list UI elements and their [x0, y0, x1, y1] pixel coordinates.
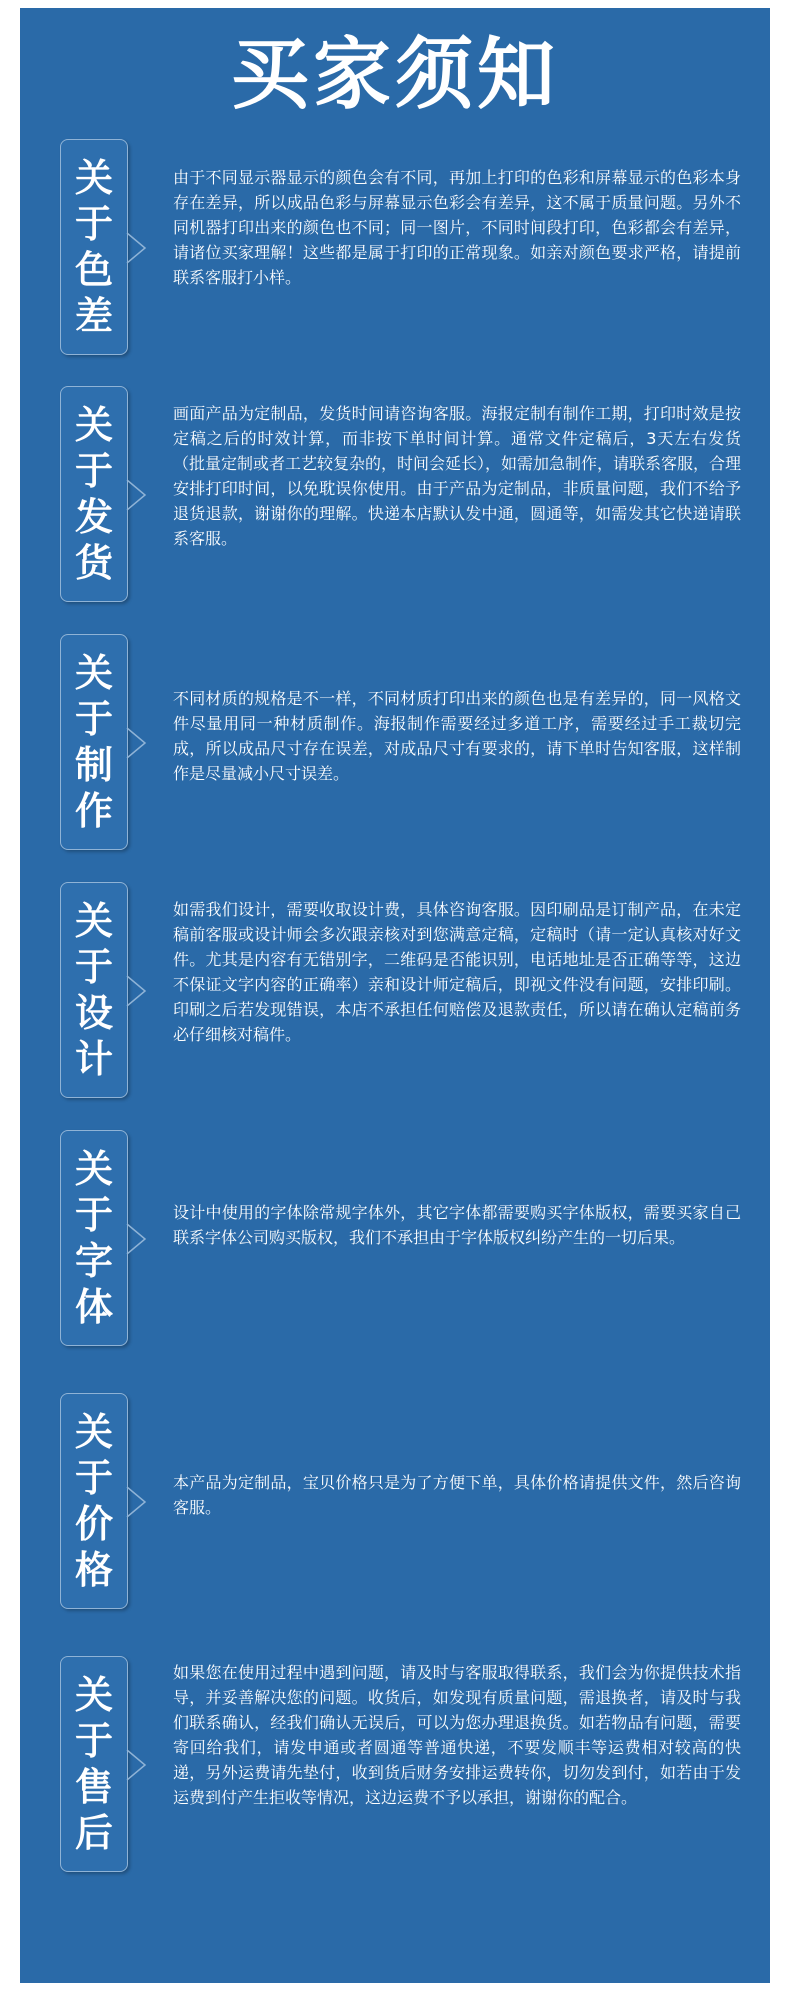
- section-label-box: [60, 882, 128, 1098]
- section-text: 由于不同显示器显示的颜色会有不同，再加上打印的色彩和屏幕显示的色彩本身存在差异，所以成品色彩与屏幕显示色彩会有差异，这不属于质量问题。另外不同机器打印出来的颜色也不同；同一图片，不同时间段打印，色彩都会有差异，请诸位买家理解！这些都是属于打印的正常现象。如亲对颜色要求严格，请提前联系客服打小样。: [173, 168, 741, 287]
- label-char: 关: [74, 1410, 113, 1454]
- label-char: 计: [74, 1037, 113, 1081]
- section-text: 不同材质的规格是不一样，不同材质打印出来的颜色也是有差异的，同一风格文件尽量用同一种材质制作。海报制作需要经过多道工序，需要经过手工裁切完成，所以成品尺寸存在误差，对成品尺寸有要求的，请下单时告知客服，这样制作是尽量减小尺寸误差。: [173, 689, 741, 783]
- label-char: 制: [74, 743, 113, 787]
- label-char: 于: [74, 697, 113, 741]
- label-char: 于: [74, 449, 113, 493]
- label-char: 格: [74, 1548, 113, 1592]
- label-char: 字: [74, 1239, 113, 1283]
- section-label-box: [60, 1656, 128, 1872]
- section-text: 如果您在使用过程中遇到问题，请及时与客服取得联系，我们会为你提供技术指导，并妥善解决您的问题。收货后，如发现有质量问题，需退换者，请及时与我们联系确认，经我们确认无误后，可以为您办理退换货。如若物品有问题，需要寄回给我们，请发申通或者圆通等普通快递，不要发顺丰等运费相对较高的快递，另外运费请先垫付，收到货后财务安排运费转你，切勿发到付，如若由于发运费到付产生拒收等情况，这边运费不予以承担，谢谢你的配合。: [173, 1663, 741, 1807]
- label-char: 色: [74, 248, 113, 292]
- label-char: 价: [74, 1502, 113, 1546]
- section-label-box: [60, 386, 128, 602]
- page-title: 买家须知: [230, 30, 559, 120]
- section-label-box: [60, 1393, 128, 1609]
- label-char: 关: [74, 156, 113, 200]
- section-label-box: [60, 634, 128, 850]
- label-char: 发: [74, 495, 113, 539]
- label-char: 于: [74, 945, 113, 989]
- section-text: 设计中使用的字体除常规字体外，其它字体都需要购买字体版权，需要买家自己联系字体公司购买版权，我们不承担由于字体版权纠纷产生的一切后果。: [173, 1203, 741, 1247]
- label-char: 售: [74, 1765, 113, 1809]
- label-char: 差: [74, 294, 113, 338]
- notice-panel: [20, 8, 770, 1983]
- section-text: 本产品为定制品，宝贝价格只是为了方便下单，具体价格请提供文件，然后咨询客服。: [173, 1473, 741, 1517]
- label-char: 设: [74, 991, 113, 1035]
- label-char: 于: [74, 1719, 113, 1763]
- label-char: 关: [74, 403, 113, 447]
- label-char: 后: [74, 1811, 113, 1855]
- section-label-box: [60, 1130, 128, 1346]
- section-text: 画面产品为定制品，发货时间请咨询客服。海报定制有制作工期，打印时效是按定稿之后的时效计算，而非按下单时间计算。通常文件定稿后，3天左右发货（批量定制或者工艺较复杂的，时间会延长），如需加急制作，请联系客服，合理安排打印时间，以免耽误你使用。由于产品为定制品，非质量问题，我们不给予退货退款，谢谢你的理解。快递本店默认发中通，圆通等，如需发其它快递请联系客服。: [173, 404, 742, 548]
- label-char: 作: [74, 789, 113, 833]
- section-label-box: [60, 139, 128, 355]
- label-char: 关: [74, 899, 113, 943]
- label-char: 关: [74, 1673, 113, 1717]
- label-char: 货: [74, 541, 113, 585]
- label-char: 于: [74, 1193, 113, 1237]
- label-char: 关: [74, 1147, 113, 1191]
- section-text: 如需我们设计，需要收取设计费，具体咨询客服。因印刷品是订制产品，在未定稿前客服或设计师会多次跟亲核对到您满意定稿，定稿时（请一定认真核对好文件。尤其是内容有无错别字，二维码是否能识别，电话地址是否正确等等，这边不保证文字内容的正确率）亲和设计师定稿后，即视文件没有问题，安排印刷。印刷之后若发现错误，本店不承担任何赔偿及退款责任，所以请在确认定稿前务必仔细核对稿件。: [173, 900, 741, 1044]
- label-char: 于: [74, 1456, 113, 1500]
- label-char: 于: [74, 202, 113, 246]
- label-char: 体: [74, 1285, 113, 1329]
- label-char: 关: [74, 651, 113, 695]
